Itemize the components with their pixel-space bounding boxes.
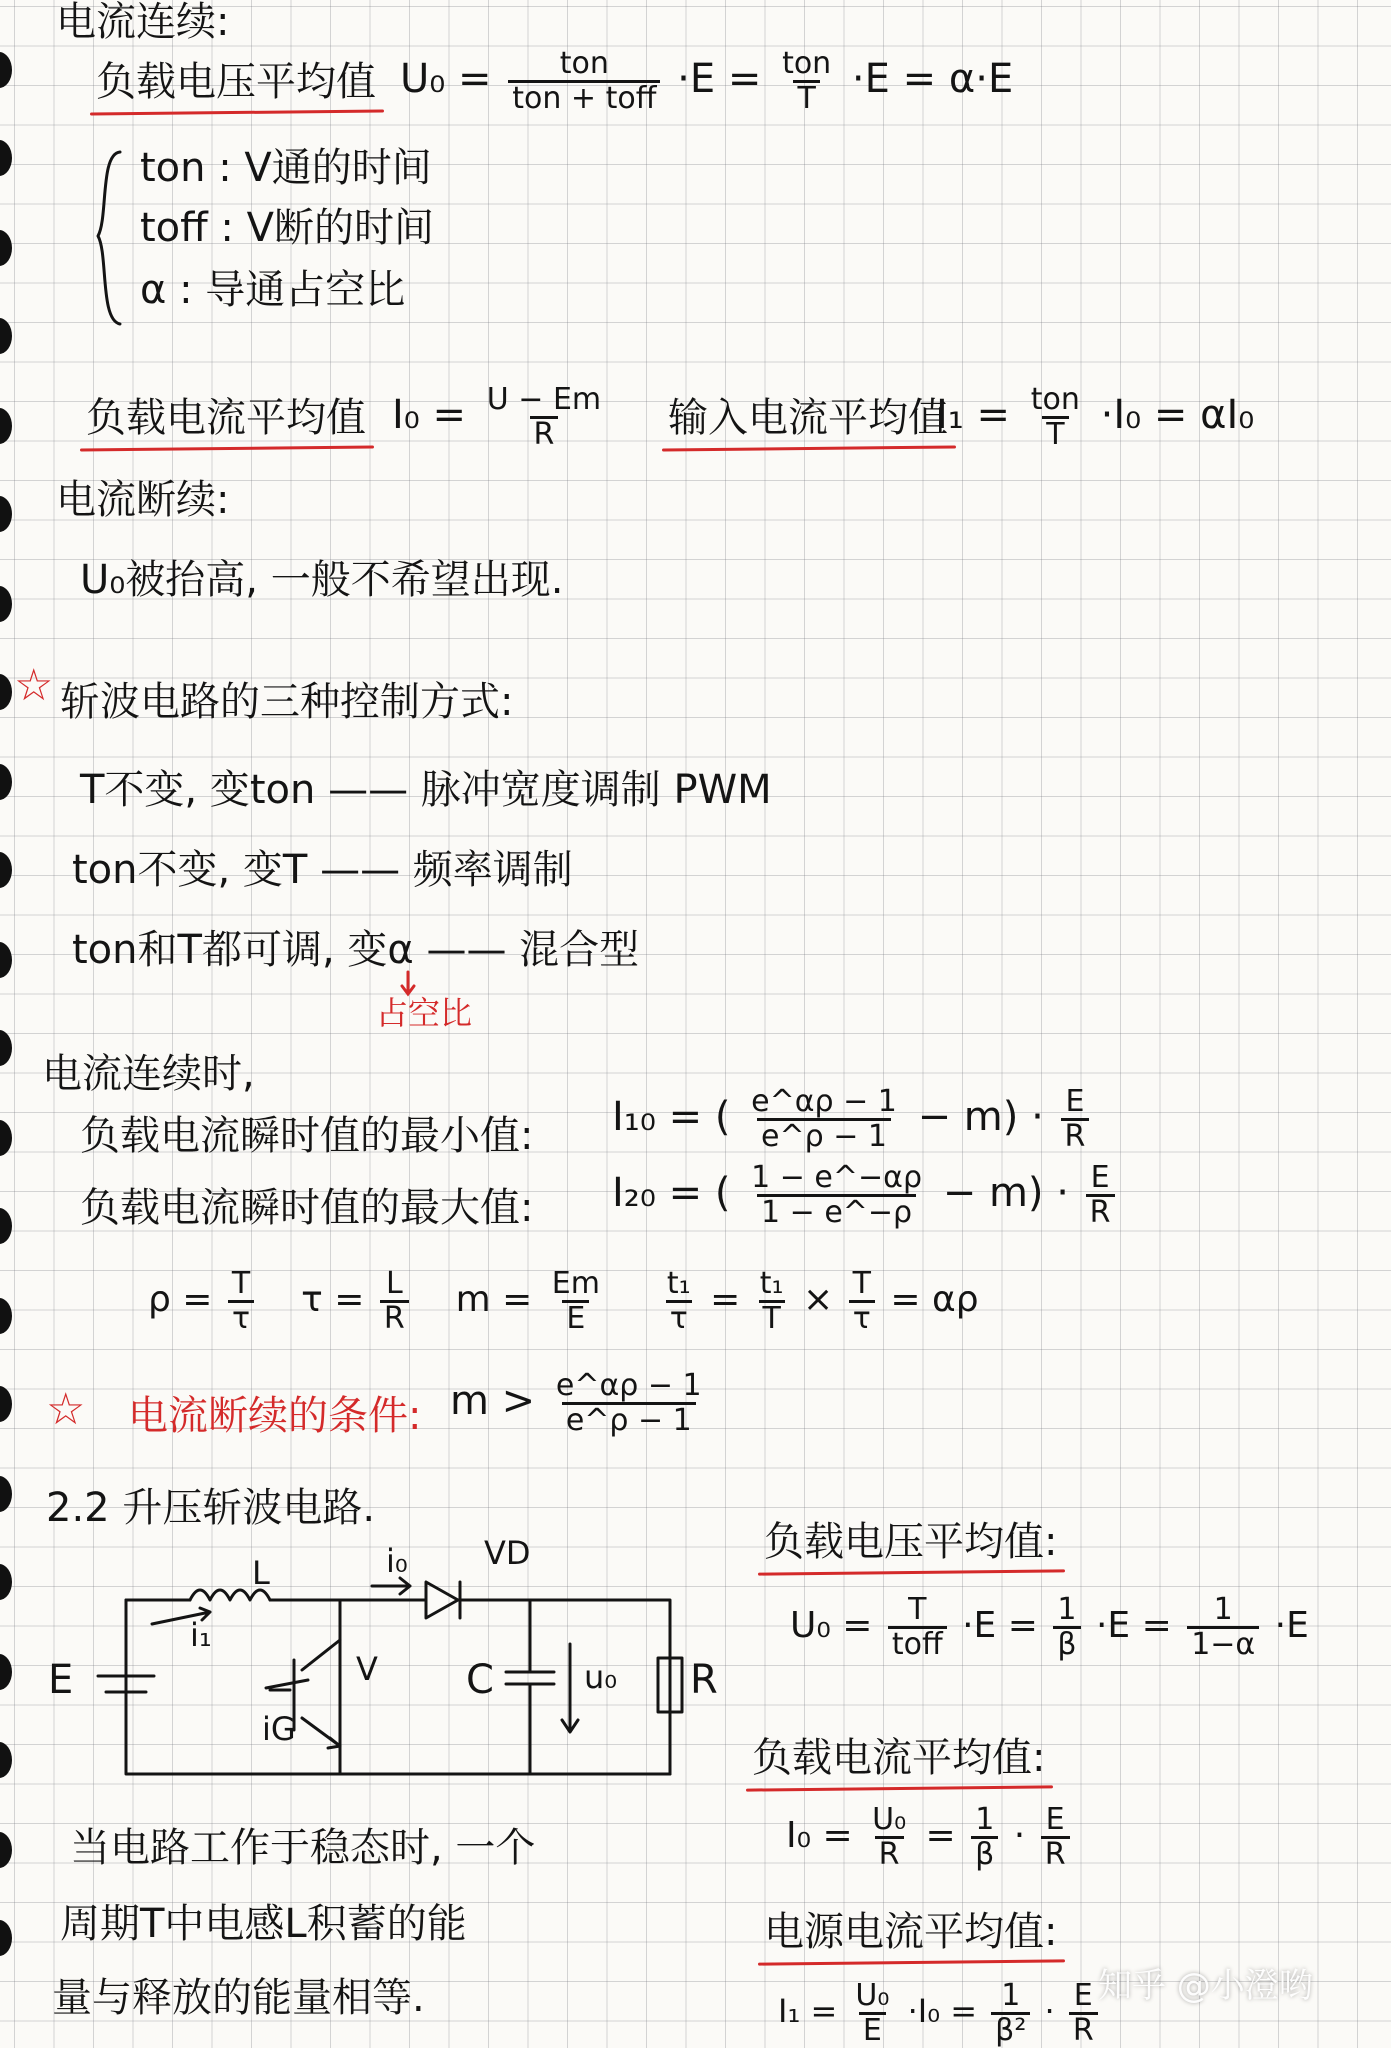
binder-hole xyxy=(0,1564,12,1600)
circuit-label-R: R xyxy=(690,1657,718,1703)
binder-hole xyxy=(0,1298,12,1334)
boost-source-current-label: 电源电流平均值: xyxy=(764,1909,1058,1955)
circuit-label-VD: VD xyxy=(484,1534,531,1572)
binder-hole xyxy=(0,1030,12,1066)
parameter-definitions: ρ = $\frac{T}{\tau}$ τ = $\frac{L}{R}$ m = $\frac{Em}{E}$ $\frac{\text{t₁}}{\tau}$ = $\frac{\text{t₁}}{T}$ × $\frac{T}{\tau}$ = αρ xyxy=(148,1266,979,1336)
binder-hole xyxy=(0,1832,12,1868)
binder-hole xyxy=(0,1476,12,1512)
min-current-label: 负载电流瞬时值的最小值: xyxy=(80,1113,534,1159)
discontinuous-condition-label: 电流断续的条件: xyxy=(128,1393,422,1439)
discontinuous-condition-formula: m > $\frac{e\^{}\alpha\rho - 1}{e\^{}\rho - 1}$ xyxy=(450,1368,702,1438)
max-current-label: 负载电流瞬时值的最大值: xyxy=(80,1185,534,1231)
boost-load-current-formula: I₀ = $\frac{\text{U₀}}{R}$ = $\frac{1}{\beta}$ · $\frac{E}{R}$ xyxy=(786,1804,1074,1870)
input-current-formula: I₁ = $\frac{\text{ton}}{T}$ ·I₀ = αI₀ xyxy=(936,382,1255,452)
binder-hole xyxy=(0,1120,12,1156)
definition-alpha: α : 导通占空比 xyxy=(140,267,406,313)
binder-hole xyxy=(0,1386,12,1422)
load-voltage-formula: U₀ = $\frac{\text{ton}}{\text{ton + toff}}$ ·E = $\frac{\text{ton}}{T}$ ·E = α·E xyxy=(400,46,1014,116)
circuit-label-L: L xyxy=(252,1554,270,1592)
binder-hole xyxy=(0,586,12,622)
section2-heading: 电流断续: xyxy=(56,477,230,523)
steady-state-note-line-1: 当电路工作于稳态时, 一个 xyxy=(70,1825,536,1871)
duty-cycle-annotation: 占空比 xyxy=(376,994,473,1032)
load-current-avg-label: 负载电流平均值 xyxy=(86,395,366,441)
min-current-formula: I₁₀ = ( $\frac{e\^{}\alpha\rho - 1}{e\^{}\rho - 1}$ − m) · $\frac{E}{R}$ xyxy=(612,1086,1093,1152)
section6-heading: 2.2 升压斩波电路. xyxy=(46,1485,376,1531)
boost-load-voltage-formula: U₀ = $\frac{T}{\text{toff}}$ ·E = $\frac{1}{\beta}$ ·E = $\frac{1}{1-\alpha}$ ·E xyxy=(790,1592,1309,1662)
circuit-label-i0: i₀ xyxy=(386,1542,408,1580)
binder-hole xyxy=(0,52,12,88)
binder-hole xyxy=(0,496,12,532)
binder-hole xyxy=(0,230,12,266)
binder-hole xyxy=(0,1920,12,1956)
section2-line: U₀被抬高, 一般不希望出现. xyxy=(80,557,564,603)
binder-hole xyxy=(0,318,12,354)
binder-hole xyxy=(0,764,12,800)
load-current-formula: I₀ = $\frac{U - Em}{R}$ xyxy=(392,382,602,452)
load-voltage-avg-label: 负载电压平均值 xyxy=(96,59,376,105)
section1-heading: 电流连续: xyxy=(56,0,230,45)
definition-ton: ton : V通的时间 xyxy=(140,145,432,191)
circuit-label-V: V xyxy=(356,1650,378,1688)
steady-state-note-line-2: 周期T中电感L积蓄的能 xyxy=(60,1901,467,1947)
circuit-label-C: C xyxy=(466,1657,494,1703)
section4-heading: 电流连续时, xyxy=(42,1051,255,1097)
boost-source-current-formula: I₁ = $\frac{\text{U₀}}{E}$ ·I₀ = $\frac{1}{\text{β²}}$ · $\frac{E}{R}$ xyxy=(778,1980,1102,2046)
circuit-label-E: E xyxy=(48,1657,74,1703)
input-current-avg-label: 输入电流平均值 xyxy=(668,395,948,441)
boost-load-voltage-label: 负载电压平均值: xyxy=(764,1519,1058,1565)
binder-hole xyxy=(0,674,12,710)
binder-hole xyxy=(0,1208,12,1244)
control-method-hybrid: ton和T都可调, 变α —— 混合型 xyxy=(72,927,640,973)
boost-load-current-label: 负载电流平均值: xyxy=(752,1735,1046,1781)
binder-hole xyxy=(0,1742,12,1778)
binder-hole xyxy=(0,408,12,444)
star-icon: ☆ xyxy=(46,1384,86,1435)
star-icon: ☆ xyxy=(14,660,54,711)
watermark-text: 知乎 @小澄哟 xyxy=(1098,1966,1313,2006)
control-method-frequency: ton不变, 变T —— 频率调制 xyxy=(72,847,573,893)
definitions-brace xyxy=(88,148,128,328)
binder-hole xyxy=(0,140,12,176)
binder-hole xyxy=(0,1654,12,1690)
circuit-label-i1: i₁ xyxy=(190,1616,212,1654)
steady-state-note-line-3: 量与释放的能量相等. xyxy=(52,1975,425,2021)
control-method-pwm: T不变, 变ton —— 脉冲宽度调制 PWM xyxy=(80,767,772,813)
circuit-label-u0: u₀ xyxy=(584,1658,618,1696)
max-current-formula: I₂₀ = ( $\frac{1 - e\^{}-\alpha\rho}{1 - e\^{}-\rho}$ − m) · $\frac{E}{R}$ xyxy=(612,1162,1119,1228)
circuit-label-iG: iG xyxy=(262,1710,296,1748)
section3-heading: 斩波电路的三种控制方式: xyxy=(60,679,514,725)
definition-toff: toff : V断的时间 xyxy=(140,205,434,251)
binder-hole xyxy=(0,942,12,978)
binder-hole xyxy=(0,852,12,888)
